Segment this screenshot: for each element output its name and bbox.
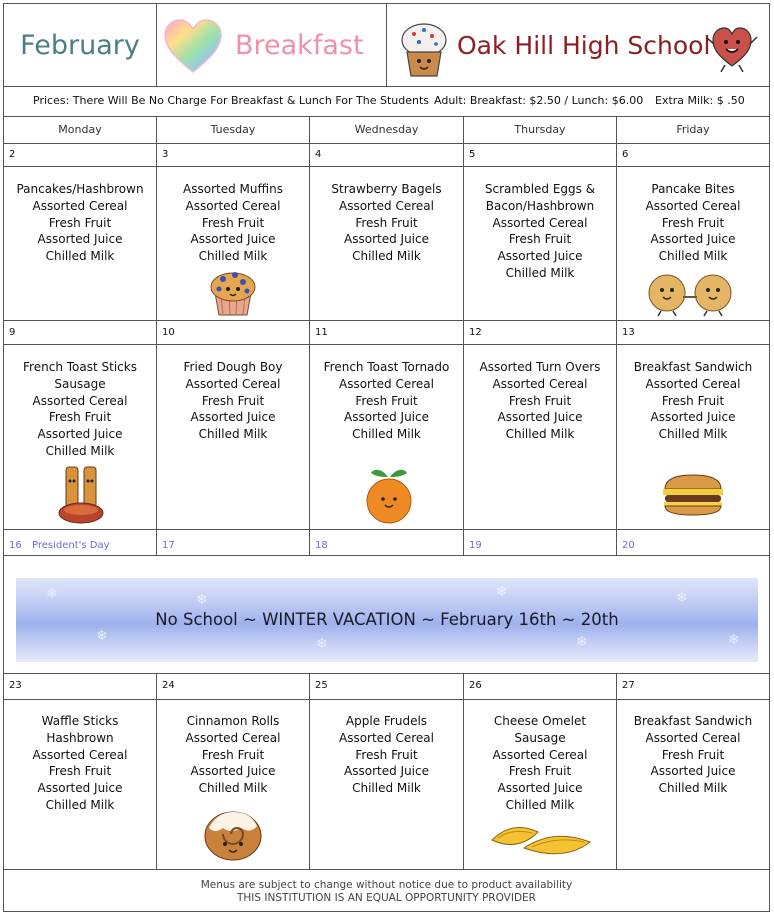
menu-cell bbox=[157, 700, 310, 870]
date-cell bbox=[157, 321, 310, 345]
menu-item: Assorted Juice bbox=[344, 764, 429, 779]
date-cell bbox=[4, 143, 157, 167]
menu-item: Assorted Cereal bbox=[338, 730, 434, 745]
date-number: 6 bbox=[622, 149, 629, 160]
menu-list bbox=[310, 181, 463, 265]
breakfast-sandwich-icon bbox=[659, 471, 727, 519]
menu-item: Waffle Sticks bbox=[41, 714, 119, 728]
menu-item: Assorted Juice bbox=[37, 427, 123, 442]
menu-list bbox=[4, 713, 156, 814]
snowflake-icon: ❄ bbox=[496, 584, 508, 600]
date-cell bbox=[4, 530, 157, 556]
menu-item: Assorted Cereal bbox=[645, 198, 741, 213]
menu-list bbox=[617, 713, 769, 797]
menu-item: Assorted Cereal bbox=[32, 198, 128, 213]
menu-cell bbox=[157, 167, 310, 321]
menu-item: Fresh Fruit bbox=[355, 747, 418, 762]
date-number: 27 bbox=[622, 680, 635, 691]
menu-list bbox=[464, 359, 616, 443]
menu-item: Apple Frudels bbox=[345, 714, 428, 728]
date-cell bbox=[464, 530, 617, 556]
menu-item: French Toast Tornado bbox=[323, 360, 450, 374]
menu-item: Fresh Fruit bbox=[48, 410, 112, 425]
menu-item: Assorted Muffins bbox=[183, 182, 283, 196]
menu-item: Chilled Milk bbox=[352, 427, 421, 442]
menu-item: Breakfast Sandwich bbox=[633, 360, 753, 374]
menu-item: Chilled Milk bbox=[352, 249, 421, 264]
meal-title: Breakfast bbox=[235, 30, 364, 61]
menu-cell bbox=[617, 345, 769, 530]
menu-item: Assorted Juice bbox=[37, 232, 123, 247]
menu-item: Cheese Omelet bbox=[493, 714, 587, 728]
menu-item: Assorted Cereal bbox=[32, 393, 128, 408]
pancake-bites-icon bbox=[643, 271, 739, 317]
heart-mascot-icon bbox=[705, 22, 759, 72]
menu-list bbox=[464, 713, 616, 814]
menu-item: Assorted Cereal bbox=[338, 376, 434, 391]
menu-cell bbox=[617, 167, 769, 321]
date-cell bbox=[157, 530, 310, 556]
menu-item: Fresh Fruit bbox=[661, 215, 725, 230]
menu-item: Pancake Bites bbox=[651, 182, 735, 196]
date-number: 2 bbox=[9, 149, 16, 160]
month-title: February bbox=[20, 29, 140, 61]
vacation-text: No School ~ WINTER VACATION ~ February 16th ~ 20th bbox=[155, 610, 619, 629]
date-number: 5 bbox=[469, 149, 476, 160]
menu-item: Assorted Juice bbox=[497, 410, 583, 425]
menu-item: Fresh Fruit bbox=[48, 764, 112, 779]
menu-item: Chilled Milk bbox=[658, 427, 728, 442]
menu-item: Assorted Cereal bbox=[645, 730, 741, 745]
menu-item: Assorted Cereal bbox=[645, 376, 741, 391]
menu-cell bbox=[4, 167, 157, 321]
date-cell bbox=[310, 674, 464, 700]
date-cell bbox=[157, 674, 310, 700]
weekday-friday: Friday bbox=[676, 123, 710, 136]
menu-list bbox=[157, 359, 309, 443]
weekday-thursday: Thursday bbox=[464, 116, 617, 143]
blueberry-muffin-icon bbox=[207, 267, 259, 317]
menu-list bbox=[4, 181, 156, 265]
snowflake-icon: ❄ bbox=[576, 634, 588, 650]
date-cell bbox=[310, 321, 464, 345]
menu-cell bbox=[464, 700, 617, 870]
menu-item: Chilled Milk bbox=[658, 249, 728, 264]
footer bbox=[4, 870, 769, 911]
menu-item: Assorted Juice bbox=[344, 232, 429, 247]
menu-item: Assorted Juice bbox=[37, 781, 123, 796]
menu-list bbox=[157, 713, 309, 797]
menu-item: Assorted Cereal bbox=[32, 747, 128, 762]
menu-list bbox=[310, 359, 463, 443]
date-number: 25 bbox=[315, 680, 328, 691]
menu-item: Fresh Fruit bbox=[508, 393, 572, 408]
holiday-label: President's Day bbox=[32, 540, 110, 551]
date-cell bbox=[4, 674, 157, 700]
date-cell bbox=[310, 143, 464, 167]
disclaimer-text: Menus are subject to change without notice due to product availability bbox=[200, 879, 573, 891]
month-cell bbox=[4, 4, 157, 86]
menu-item: Assorted Juice bbox=[190, 410, 276, 425]
menu-item: Chilled Milk bbox=[45, 443, 115, 458]
snowflake-icon: ❄ bbox=[196, 592, 208, 608]
orange-icon bbox=[363, 463, 415, 525]
vacation-banner bbox=[16, 578, 758, 662]
menu-cell bbox=[464, 345, 617, 530]
menu-item: Fresh Fruit bbox=[661, 393, 725, 408]
date-number: 26 bbox=[469, 680, 482, 691]
menu-item: Strawberry Bagels bbox=[331, 182, 442, 196]
menu-item: Fried Dough Boy bbox=[183, 360, 283, 374]
date-number: 20 bbox=[622, 540, 635, 551]
date-cell bbox=[4, 321, 157, 345]
menu-item: Fresh Fruit bbox=[508, 764, 572, 779]
weekday-tuesday: Tuesday bbox=[157, 116, 310, 143]
menu-item: Assorted Cereal bbox=[338, 198, 434, 213]
menu-item: Sausage bbox=[54, 376, 106, 391]
adult-price-text: Adult: Breakfast: $2.50 / Lunch: $6.00 bbox=[434, 94, 644, 107]
date-number: 9 bbox=[9, 327, 16, 338]
school-cell bbox=[387, 4, 769, 86]
snowflake-icon: ❄ bbox=[728, 632, 740, 648]
date-cell bbox=[464, 674, 617, 700]
menu-cell bbox=[310, 167, 464, 321]
menu-item: Scrambled Eggs & bbox=[484, 182, 596, 196]
weekday-header-row bbox=[4, 116, 769, 144]
date-cell bbox=[617, 674, 769, 700]
date-number: 4 bbox=[315, 149, 322, 160]
equal-opportunity-text: THIS INSTITUTION IS AN EQUAL OPPORTUNITY PROVIDER bbox=[237, 891, 536, 904]
date-number: 3 bbox=[162, 149, 169, 160]
date-number: 16 bbox=[9, 540, 22, 551]
menu-item: Fresh Fruit bbox=[355, 215, 418, 230]
menu-cell bbox=[310, 700, 464, 870]
menu-item: Cinnamon Rolls bbox=[186, 714, 280, 728]
date-cell bbox=[464, 321, 617, 345]
date-cell bbox=[617, 530, 769, 556]
student-price-text: Prices: There Will Be No Charge For Breakfast & Lunch For The Students bbox=[33, 94, 429, 107]
date-number: 19 bbox=[469, 540, 482, 551]
menu-item: Assorted Juice bbox=[650, 764, 736, 779]
date-number: 12 bbox=[469, 327, 482, 338]
menu-cell bbox=[464, 167, 617, 321]
menu-item: Chilled Milk bbox=[45, 249, 115, 264]
school-title: Oak Hill High School bbox=[457, 31, 711, 60]
menu-list bbox=[157, 181, 309, 265]
date-number: 13 bbox=[622, 327, 635, 338]
menu-cell bbox=[4, 700, 157, 870]
menu-item: Sausage bbox=[514, 730, 566, 745]
menu-item: Chilled Milk bbox=[352, 781, 421, 796]
menu-item: Assorted Juice bbox=[497, 249, 583, 264]
menu-item: Assorted Cereal bbox=[492, 215, 588, 230]
french-toast-sticks-icon bbox=[56, 463, 108, 527]
menu-item: Hashbrown bbox=[46, 730, 114, 745]
date-number: 11 bbox=[315, 327, 328, 338]
snowflake-icon: ❄ bbox=[676, 590, 688, 606]
menu-item: Chilled Milk bbox=[658, 781, 728, 796]
date-cell bbox=[157, 143, 310, 167]
date-number: 10 bbox=[162, 327, 175, 338]
menu-item: Chilled Milk bbox=[505, 797, 575, 812]
weekday-wednesday: Wednesday bbox=[310, 116, 464, 143]
menu-item: Chilled Milk bbox=[198, 427, 268, 442]
menu-item: Fresh Fruit bbox=[508, 232, 572, 247]
vacation-row bbox=[4, 556, 769, 674]
menu-item: Assorted Turn Overs bbox=[479, 360, 601, 374]
menu-item: Bacon/Hashbrown bbox=[485, 198, 595, 213]
menu-calendar bbox=[3, 3, 770, 912]
date-cell bbox=[617, 143, 769, 167]
menu-cell bbox=[617, 700, 769, 870]
cheese-omelet-icon bbox=[488, 818, 596, 862]
menu-list bbox=[617, 181, 769, 265]
date-cell bbox=[310, 530, 464, 556]
menu-item: Chilled Milk bbox=[505, 265, 575, 280]
menu-item: Assorted Juice bbox=[650, 410, 736, 425]
menu-item: Breakfast Sandwich bbox=[633, 714, 753, 728]
snowflake-icon: ❄ bbox=[316, 636, 328, 652]
menu-item: Fresh Fruit bbox=[201, 747, 265, 762]
menu-item: Chilled Milk bbox=[505, 427, 575, 442]
menu-item: Pancakes/Hashbrown bbox=[16, 182, 144, 196]
header bbox=[4, 4, 769, 87]
menu-item: Assorted Juice bbox=[190, 764, 276, 779]
date-number: 23 bbox=[9, 680, 22, 691]
date-number: 18 bbox=[315, 540, 328, 551]
muffin-mascot-icon bbox=[397, 20, 451, 78]
date-cell bbox=[464, 143, 617, 167]
menu-cell bbox=[310, 345, 464, 530]
menu-list bbox=[464, 181, 616, 282]
menu-item: Fresh Fruit bbox=[201, 215, 265, 230]
cinnamon-roll-icon bbox=[201, 804, 265, 862]
menu-item: Chilled Milk bbox=[198, 249, 268, 264]
menu-cell bbox=[4, 345, 157, 530]
menu-item: French Toast Sticks bbox=[23, 360, 137, 374]
weekday-monday: Monday bbox=[4, 116, 157, 143]
snowflake-icon: ❄ bbox=[46, 586, 58, 602]
menu-list bbox=[310, 713, 463, 797]
menu-list bbox=[617, 359, 769, 443]
date-cell bbox=[617, 321, 769, 345]
menu-item: Assorted Juice bbox=[497, 781, 583, 796]
meal-cell bbox=[157, 4, 387, 86]
menu-item: Fresh Fruit bbox=[201, 393, 265, 408]
menu-item: Chilled Milk bbox=[198, 781, 268, 796]
menu-item: Fresh Fruit bbox=[661, 747, 725, 762]
menu-list bbox=[4, 359, 156, 460]
menu-item: Assorted Juice bbox=[344, 410, 429, 425]
menu-item: Chilled Milk bbox=[45, 797, 115, 812]
snowflake-icon: ❄ bbox=[96, 628, 108, 644]
menu-item: Assorted Juice bbox=[190, 232, 276, 247]
menu-item: Fresh Fruit bbox=[355, 393, 418, 408]
menu-item: Fresh Fruit bbox=[48, 215, 112, 230]
menu-item: Assorted Juice bbox=[650, 232, 736, 247]
menu-item: Assorted Cereal bbox=[185, 730, 281, 745]
date-number: 24 bbox=[162, 680, 175, 691]
menu-cell bbox=[157, 345, 310, 530]
menu-item: Assorted Cereal bbox=[185, 198, 281, 213]
menu-item: Assorted Cereal bbox=[492, 376, 588, 391]
date-number: 17 bbox=[162, 540, 175, 551]
menu-item: Assorted Cereal bbox=[185, 376, 281, 391]
menu-item: Assorted Cereal bbox=[492, 747, 588, 762]
milk-price-text: Extra Milk: $ .50 bbox=[655, 94, 745, 107]
prices-bar bbox=[4, 86, 769, 117]
rainbow-heart-icon bbox=[163, 18, 223, 74]
